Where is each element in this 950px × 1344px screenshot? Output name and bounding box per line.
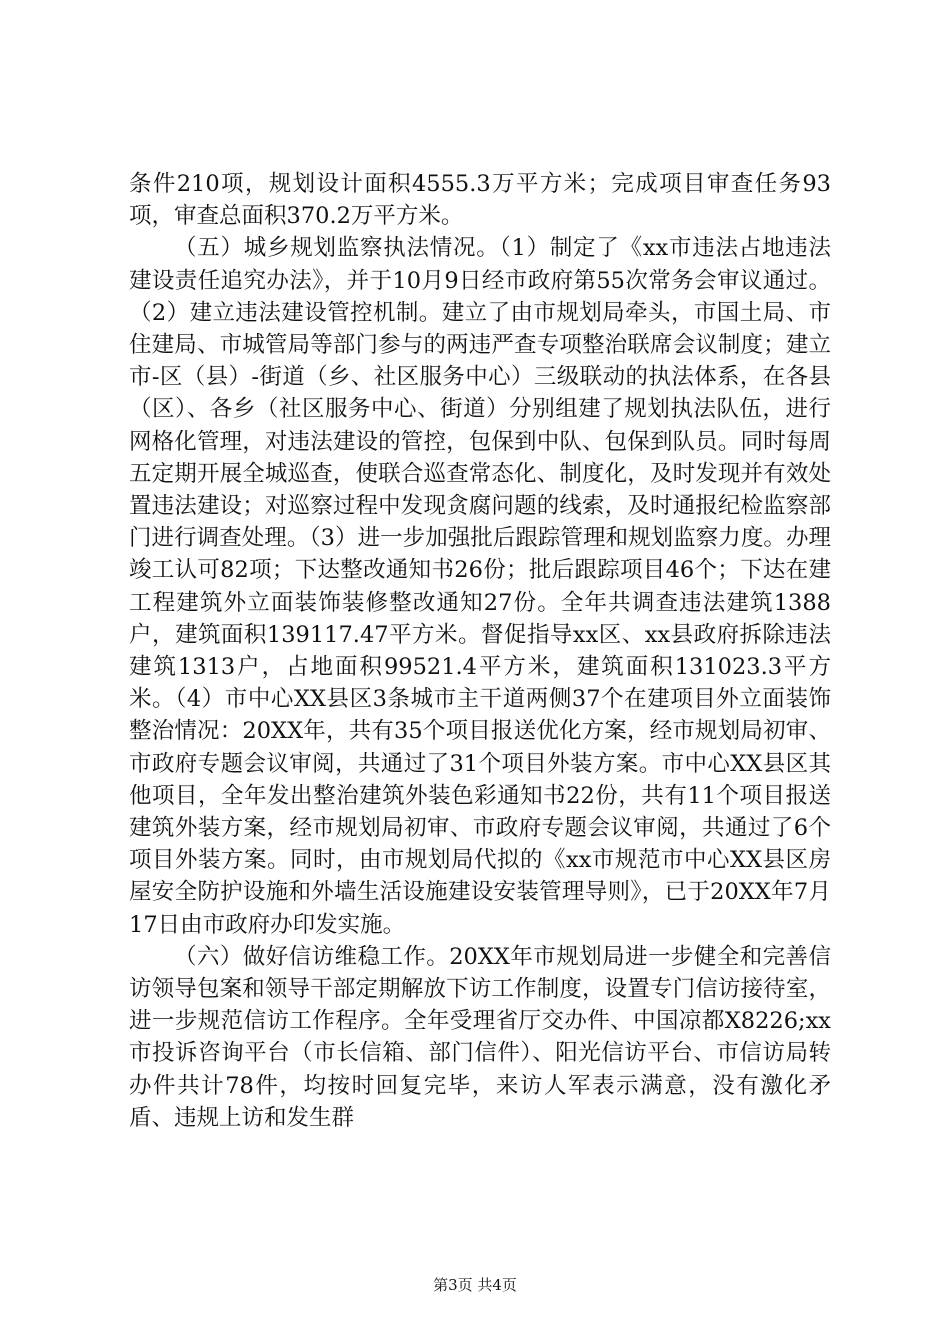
document-body bbox=[129, 168, 831, 1134]
page-footer: 第3页 共4页 bbox=[433, 1276, 517, 1294]
paragraph-2: （五）城乡规划监察执法情况。（1）制定了《xx市违法占地违法建设责任追究办法》，并于10月9日经市政府第55次常务会审议通过。（2）建立违法建设管控机制。建立了由市规划局牵头，市国土局、市住建局、市城管局等部门参与的两违严查专项整治联席会议制度；建立市-区（县）-街道（乡、社区服务中心）三级联动的执法体系，在各县（区）、各乡（社区服务中心、街道）分别组建了规划执法队伍，进行网格化管理，对违法建设的管控，包保到中队、包保到队员。同时每周五定期开展全城巡查，使联合巡查常态化、制度化，及时发现并有效处置违法建设；对巡察过程中发现贪腐问题的线索，及时通报纪检监察部门进行调查处理。（3）进一步加强批后跟踪管理和规划监察力度。办理竣工认可82项；下达整改通知书26份；批后跟踪项目46个；下达在建工程建筑外立面装饰装修整改通知27份。全年共调查违法建筑1388户，建筑面积139117.47平方米。督促指导xx区、xx县政府拆除违法建筑1313户，占地面积99521.4平方米，建筑面积131023.3平方米。（4）市中心XX县区3条城市主干道两侧37个在建项目外立面装饰整治情况：20XX年，共有35个项目报送优化方案，经市规划局初审、市政府专题会议审阅，共通过了31个项目外装方案。市中心XX县区其他项目，全年发出整治建筑外装色彩通知书22份，共有11个项目报送建筑外装方案，经市规划局初审、市政府专题会议审阅，共通过了6个项目外装方案。同时，由市规划局代拟的《xx市规范市中心XX县区房屋安全防护设施和外墙生活设施建设安装管理导则》，已于20XX年7月17日由市政府办印发实施。 bbox=[129, 235, 831, 938]
paragraph-3: （六）做好信访维稳工作。20XX年市规划局进一步健全和完善信访领导包案和领导干部定期解放下访工作制度，设置专门信访接待室，进一步规范信访工作程序。全年受理省厅交办件、中国凉都X8226;xx市投诉咨询平台（市长信箱、部门信件）、阳光信访平台、市信访局转办件共计78件，均按时回复完毕，来访人军表示满意，没有激化矛盾、违规上访和发生群 bbox=[129, 943, 831, 1131]
paragraph-1: 条件210项，规划设计面积4555.3万平方米；完成项目审查任务93项，审查总面积370.2万平方米。 bbox=[129, 171, 831, 230]
